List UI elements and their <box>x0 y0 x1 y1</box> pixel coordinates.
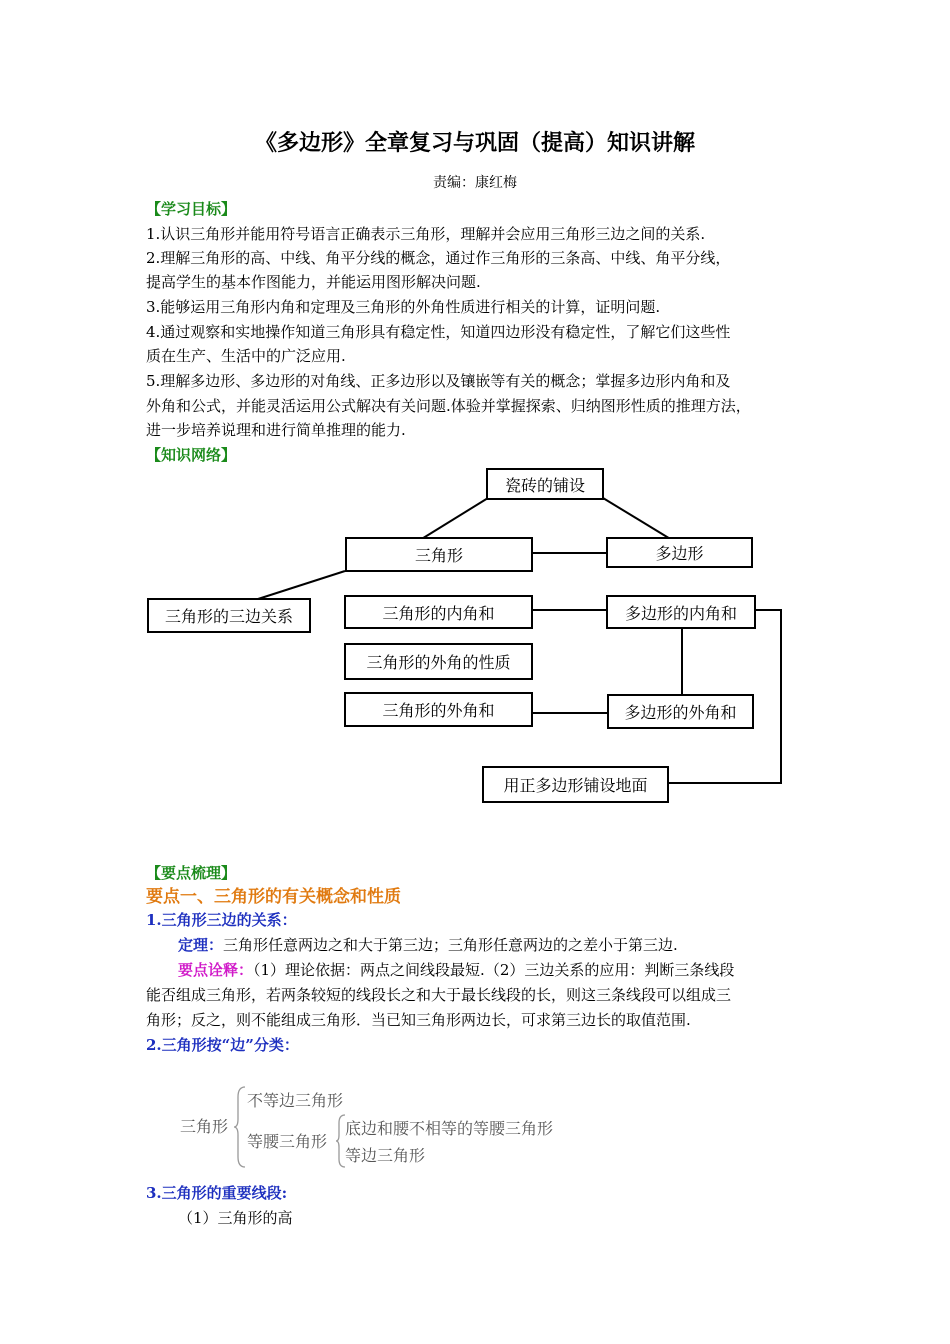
connector-triangle-sides <box>258 571 345 599</box>
goal-line: 提高学生的基本作图能力，并能运用图形解决问题. <box>146 273 481 291</box>
item2-title: 2.三角形按“边”分类： <box>146 1036 299 1054</box>
class-isosceles: 等腰三角形 <box>247 1132 328 1151</box>
node-tri-exterior-prop: 三角形的外角的性质 <box>344 643 533 680</box>
section1-title: 要点一、三角形的有关概念和性质 <box>146 887 401 907</box>
theorem-text: 三角形任意两边之和大于第三边；三角形任意两边的之差小于第三边. <box>223 936 678 954</box>
points-heading: 【要点梳理】 <box>146 864 237 882</box>
node-tri-exterior-sum: 三角形的外角和 <box>344 692 533 727</box>
connector-tiles-triangle <box>420 498 488 540</box>
goal-line: 3.能够运用三角形内角和定理及三角形的外角性质进行相关的计算，证明问题. <box>146 298 661 316</box>
node-sides-relation: 三角形的三边关系 <box>147 598 311 633</box>
item3-title: 3.三角形的重要线段: <box>146 1184 288 1202</box>
item3-sub1: （1）三角形的高 <box>178 1209 293 1227</box>
theorem-line <box>178 934 678 955</box>
class-equilateral: 等边三角形 <box>345 1146 426 1165</box>
goal-line: 5.理解多边形、多边形的对角线、正多边形以及镶嵌等有关的概念；掌握多边形内角和及 <box>146 372 731 390</box>
note-line: 角形；反之，则不能组成三角形．当已知三角形两边长，可求第三边长的取值范围. <box>146 1011 691 1029</box>
node-poly-exterior: 多边形的外角和 <box>607 694 754 729</box>
node-polygon: 多边形 <box>606 537 753 568</box>
class-scalene: 不等边三角形 <box>247 1091 344 1110</box>
goal-line: 1.认识三角形并能用符号语言正确表示三角形，理解并会应用三角形三边之间的关系. <box>146 225 706 243</box>
node-triangle: 三角形 <box>345 537 533 572</box>
note-text: （1）理论依据：两点之间线段最短.（2）三边关系的应用：判断三条线段 <box>253 961 735 979</box>
goal-line: 2.理解三角形的高、中线、角平分线的概念，通过作三角形的三条高、中线、角平分线， <box>146 249 731 267</box>
node-regular-tiling: 用正多边形铺设地面 <box>482 766 669 803</box>
goal-line: 外角和公式，并能灵活运用公式解决有关问题.体验并掌握探索、归纳图形性质的推理方法， <box>146 397 751 415</box>
goal-line: 质在生产、生活中的广泛应用. <box>146 347 346 365</box>
theorem-label: 定理： <box>178 936 224 954</box>
node-tri-interior: 三角形的内角和 <box>344 595 533 629</box>
class-root: 三角形 <box>180 1117 229 1136</box>
author-line: 责编：康红梅 <box>433 175 517 191</box>
network-heading: 【知识网络】 <box>146 446 237 464</box>
outer-brace <box>233 1085 247 1169</box>
goal-line: 进一步培养说理和进行简单推理的能力. <box>146 421 406 439</box>
connector-tiles-polygon <box>603 498 672 540</box>
page-title: 《多边形》全章复习与巩固（提高）知识讲解 <box>254 130 695 156</box>
item1-title: 1.三角形三边的关系： <box>146 911 297 929</box>
node-tiles: 瓷砖的铺设 <box>486 468 604 500</box>
node-poly-interior: 多边形的内角和 <box>606 595 756 629</box>
note-label: 要点诠释： <box>178 961 254 979</box>
goals-heading: 【学习目标】 <box>146 200 237 218</box>
note-line <box>178 959 734 980</box>
goal-line: 4.通过观察和实地操作知道三角形具有稳定性，知道四边形没有稳定性，了解它们这些性 <box>146 323 731 341</box>
class-iso-non-equal: 底边和腰不相等的等腰三角形 <box>345 1119 554 1138</box>
note-line: 能否组成三角形，若两条较短的线段长之和大于最长线段的长，则这三条线段可以组成三 <box>146 986 732 1004</box>
